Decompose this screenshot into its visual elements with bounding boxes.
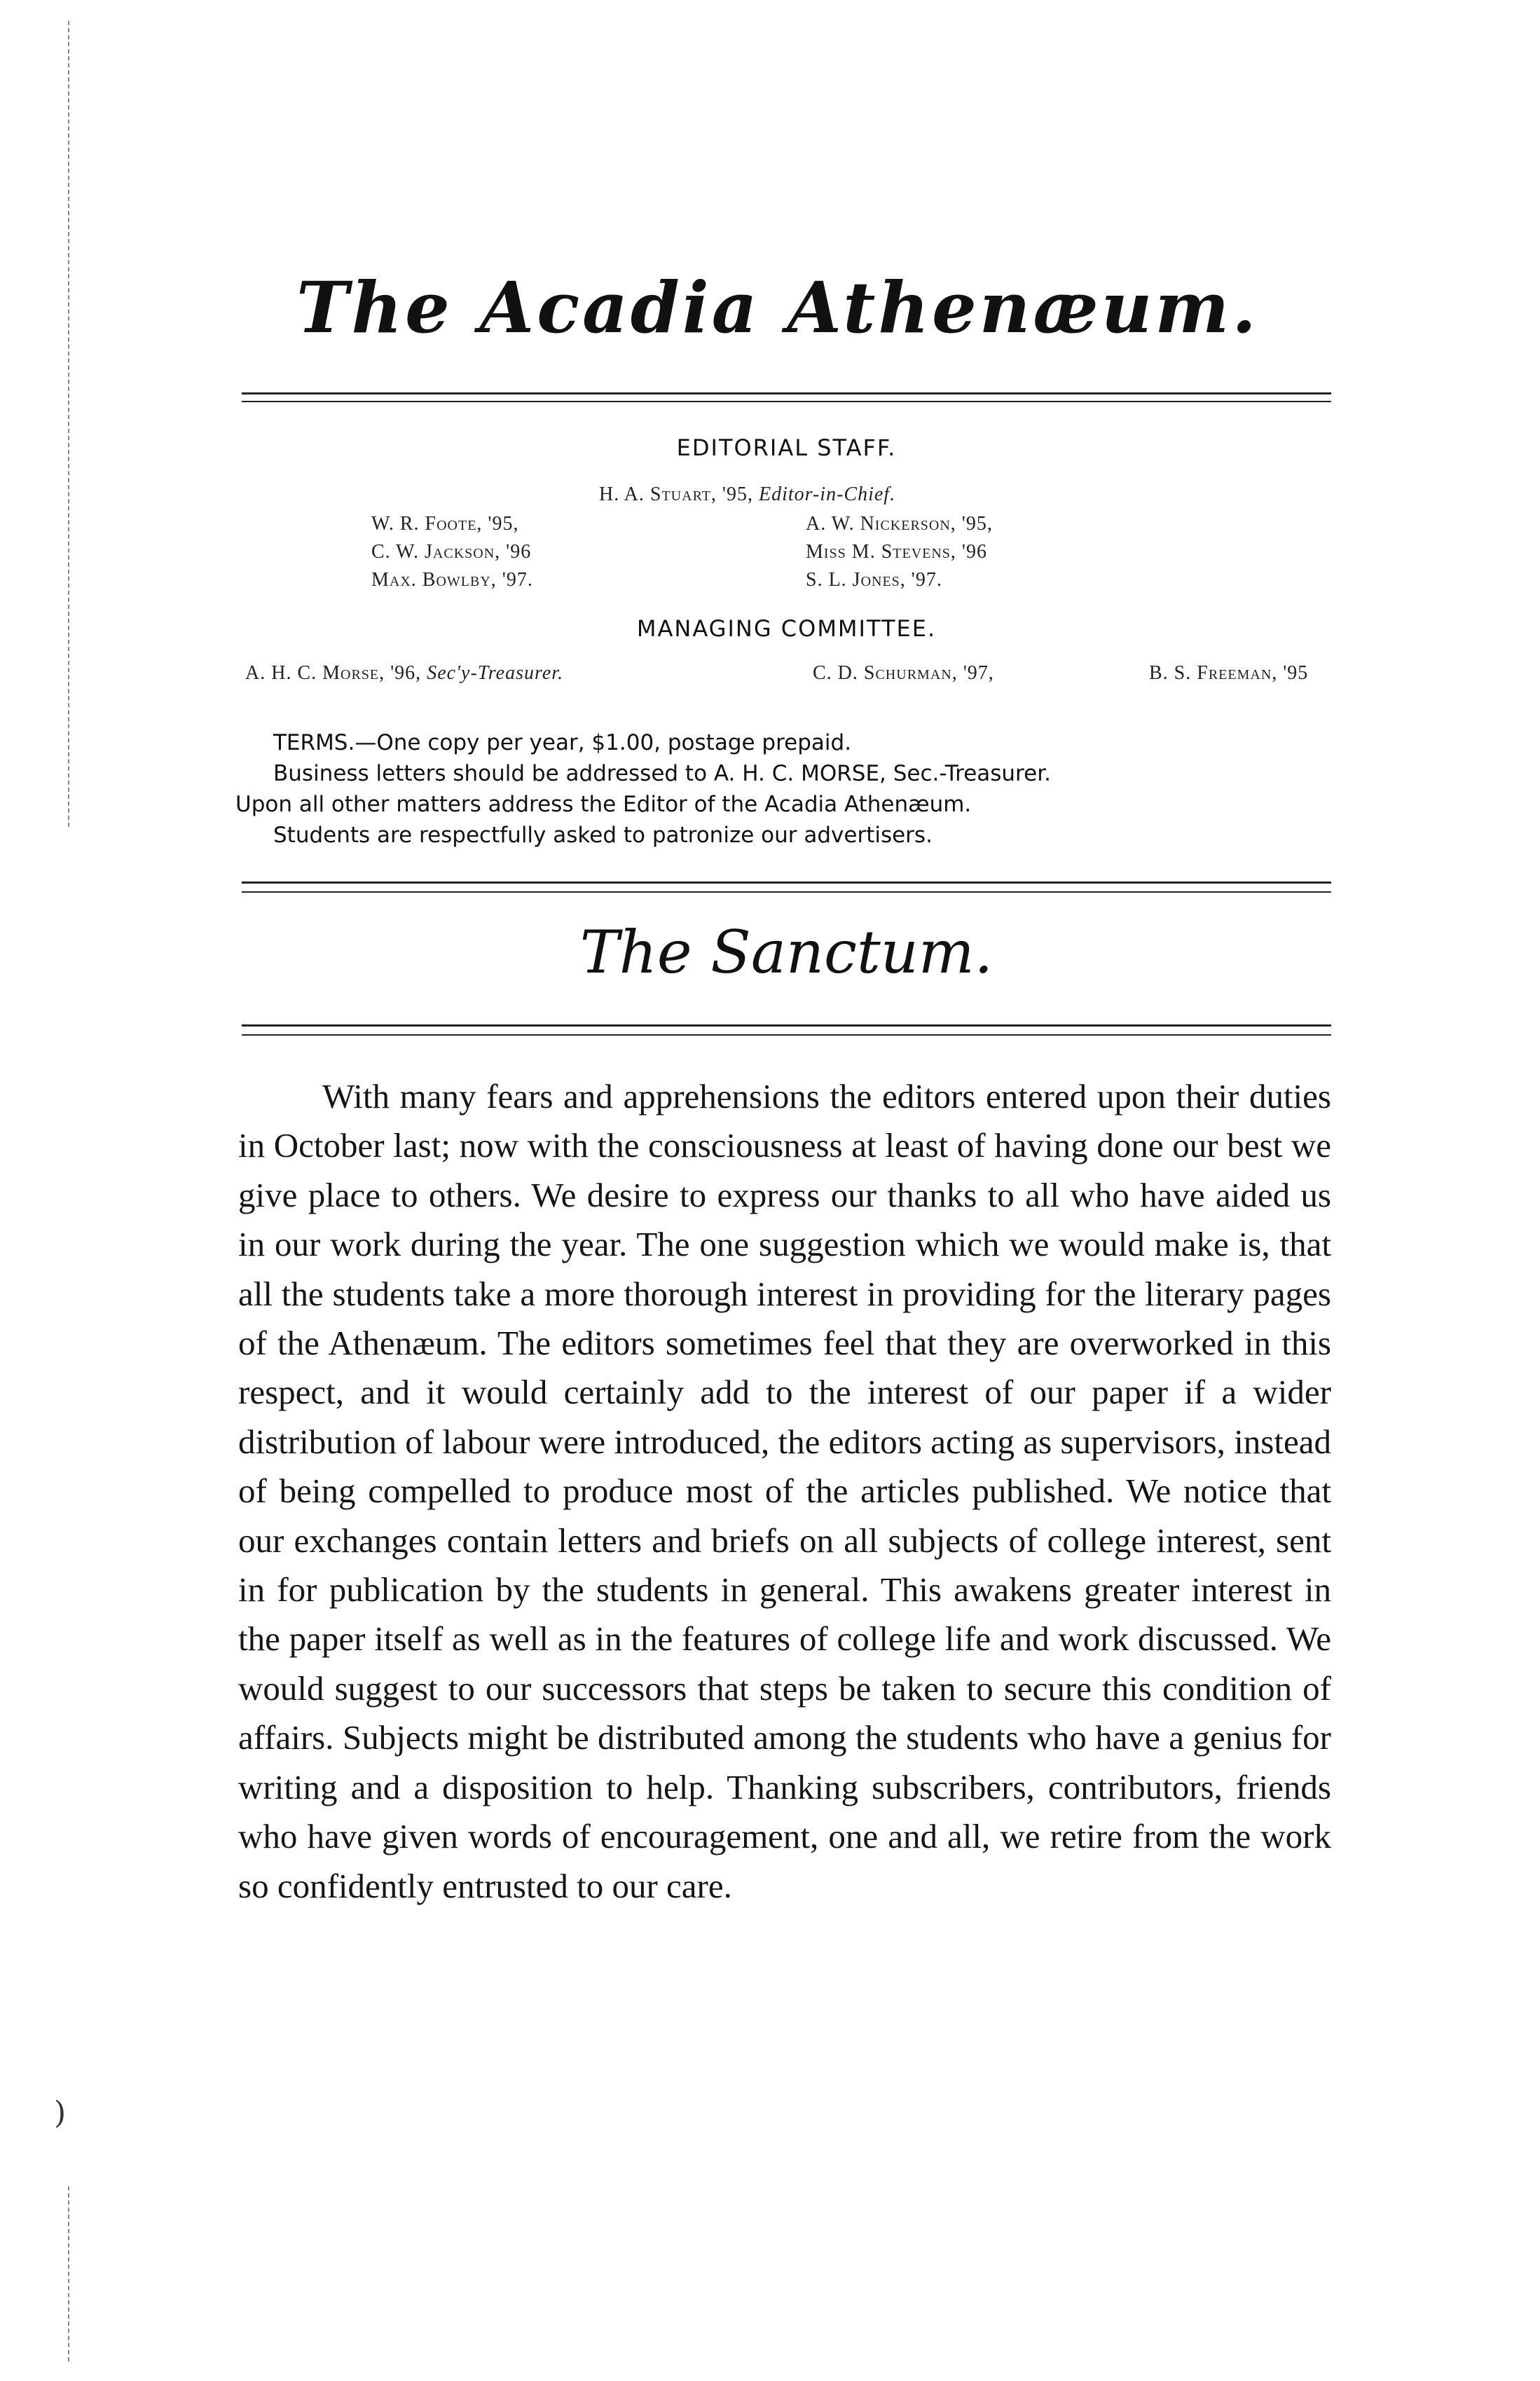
staff-member: W. R. Foote, '95, bbox=[371, 513, 519, 535]
committee-member bbox=[245, 662, 563, 685]
managing-committee-heading: MANAGING COMMITTEE. bbox=[636, 615, 937, 642]
editor-in-chief-role: Editor-in-Chief. bbox=[758, 483, 896, 505]
editor-in-chief-name: H. A. Stuart, '95, bbox=[599, 483, 753, 505]
committee-member: C. D. Schurman, '97, bbox=[813, 662, 994, 684]
terms-line: Upon all other matters address the Editor of the Acadia Athenæum. bbox=[235, 792, 972, 817]
staff-member: S. L. Jones, '97. bbox=[806, 569, 942, 591]
committee-member-name: A. H. C. Morse, '96, bbox=[245, 662, 422, 684]
terms-line: Business letters should be addressed to A. H. C. MORSE, Sec.-Treasurer. bbox=[273, 761, 1051, 786]
terms-block bbox=[235, 727, 1345, 851]
sanctum-article bbox=[238, 1072, 1331, 1911]
binding-edge-mark bbox=[68, 21, 69, 827]
editor-in-chief bbox=[599, 483, 895, 506]
divider bbox=[242, 881, 1331, 884]
margin-mark: ) bbox=[54, 2095, 67, 2131]
terms-line: Students are respectfully asked to patronize our advertisers. bbox=[273, 823, 933, 848]
divider bbox=[242, 401, 1331, 402]
staff-member: Max. Bowlby, '97. bbox=[371, 569, 533, 591]
divider bbox=[242, 392, 1331, 394]
terms-line: TERMS.—One copy per year, $1.00, postage prepaid. bbox=[273, 730, 852, 755]
section-title: The Sanctum. bbox=[579, 918, 994, 987]
editorial-staff-heading: EDITORIAL STAFF. bbox=[676, 434, 897, 461]
staff-member: C. W. Jackson, '96 bbox=[371, 541, 532, 563]
masthead-title: The Acadia Athenæum. bbox=[296, 266, 1259, 349]
divider bbox=[242, 1024, 1331, 1027]
committee-member-role: Sec'y-Treasurer. bbox=[427, 662, 564, 684]
divider bbox=[242, 891, 1331, 893]
article-paragraph: With many fears and apprehensions the editors entered upon their duties in October last; now with the consciousness at least of having done our best we give place to others. We desire to express our thanks to all who have aided us in our work during the year. The one suggestion which we would make is, that all the students take a more thorough interest in providing for the literary pages of the Athenæum. The editors sometimes feel that they are overworked in this respect, and it would certainly add to the interest of our paper if a wider distribution of labour were introduced, the editors acting as supervisors, instead of being compelled to produce most of the articles published. We notice that our exchanges contain letters and briefs on all subjects of college interest, sent in for publication by the students in general. This awakens greater interest in the paper itself as well as in the features of college life and work discussed. We would suggest to our successors that steps be taken to secure this condition of affairs. Subjects might be distributed among the students who have a genius for writing and a disposition to help. Thanking subscribers, contributors, friends who have given words of encouragement, one and all, we retire from the work so confidently entrusted to our care. bbox=[238, 1077, 1331, 1905]
binding-edge-mark bbox=[68, 2186, 69, 2361]
committee-member: B. S. Freeman, '95 bbox=[1149, 662, 1309, 684]
staff-member: Miss M. Stevens, '96 bbox=[806, 541, 987, 563]
divider bbox=[242, 1034, 1331, 1036]
staff-member: A. W. Nickerson, '95, bbox=[806, 513, 993, 535]
